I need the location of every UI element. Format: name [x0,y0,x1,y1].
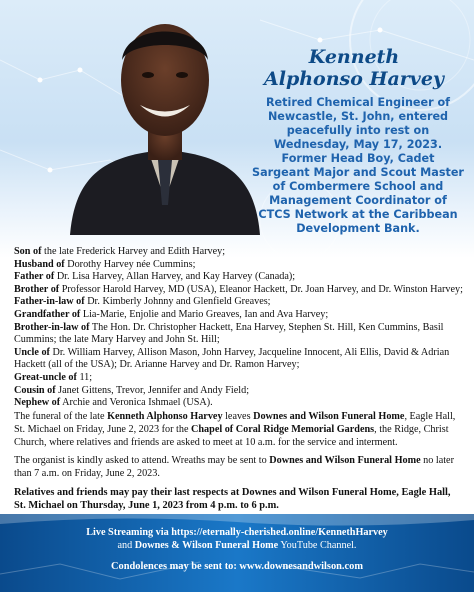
relation-row: Father of Dr. Lisa Harvey, Allan Harvey, and Kay Harvey (Canada); [14,271,296,283]
relation-row: Great-uncle of 11; [14,371,93,383]
relation-row: Grandfather of Lia-Marie, Enjolie and Mario Greaves, Ian and Ava Harvey; [14,308,329,320]
name-rest: Alphonso Harvey [264,68,444,90]
footer-banner [0,514,474,592]
organist-paragraph: The organist is kindly asked to attend. Wreaths may be sent to Downes and Wilson Funeral Home no later than 7 a.m. on Friday, June 2, 2023. [14,455,454,479]
relation-row: Brother of Professor Harold Harvey, MD (USA), Eleanor Hackett, Dr. Joan Harvey, and Dr. Winston Harvey; [14,283,463,295]
relation-row: Brother-in-law of The Hon. Dr. Christopher Hackett, Ena Harvey, Stephen St. Hill, Ken Cummins, Basil Cummins; the late Mary Harvey and John St. Hill; [14,321,444,346]
relation-row: Nephew of Archie and Veronica Ishmael (USA). [14,397,213,409]
header-banner [0,0,474,258]
condolences-line: Condolences may be sent to: www.downesandwilson.com [111,561,363,572]
live-streaming-info: Live Streaming via https://eternally-cherished.online/KennethHarvey and Downes & Wilson Funeral Home YouTube Channel. [86,527,388,551]
funeral-paragraph: The funeral of the late Kenneth Alphonso Harvey leaves Downes and Wilson Funeral Home, Eagle Hall, St. Michael on Friday, June 2, 2023 for the Chapel of Coral Ridge Memorial Gardens, the Ridge, Christ Church, where relatives and friends are asked to meet at 10 a.m. for the service and interment. [14,411,456,448]
relation-row: Son of the late Frederick Harvey and Edith Harvey; [14,246,226,257]
relations-list [14,246,464,410]
relation-row: Uncle of Dr. William Harvey, Allison Mason, John Harvey, Jacqueline Innocent, Ali Ellis, David & Adrian Hackett (all of the USA); Dr. Arianne Harvey and Dr. Ramon Harvey; [14,346,450,371]
relation-row: Cousin of Janet Gittens, Trevor, Jennifer and Andy Field; [14,384,250,396]
deceased-name [250,46,458,90]
relation-row: Father-in-law of Dr. Kimberly Johnny and Glenfield Greaves; [14,296,271,308]
relation-row: Husband of Dorothy Harvey née Cummins; [14,258,196,270]
live-stream-link[interactable]: https://eternally-cherished.online/KennethHarvey [171,527,388,538]
bio-summary: Retired Chemical Engineer of Newcastle, St. John, entered peacefully into rest on Wednesday, May 17, 2023. Former Head Boy, Cadet Sargeant Major and Scout Master of Combermere School and Management Coordinator of CTCS Network at the Caribbean Development Bank. [252,96,464,235]
portrait-photo [60,0,270,235]
name-first: Kenneth [308,46,400,68]
respects-paragraph: Relatives and friends may pay their last respects at Downes and Wilson Funeral Home, Eagle Hall, St. Michael on Thursday, June 1, 2023 from 4 p.m. to 6 p.m. [14,487,451,511]
